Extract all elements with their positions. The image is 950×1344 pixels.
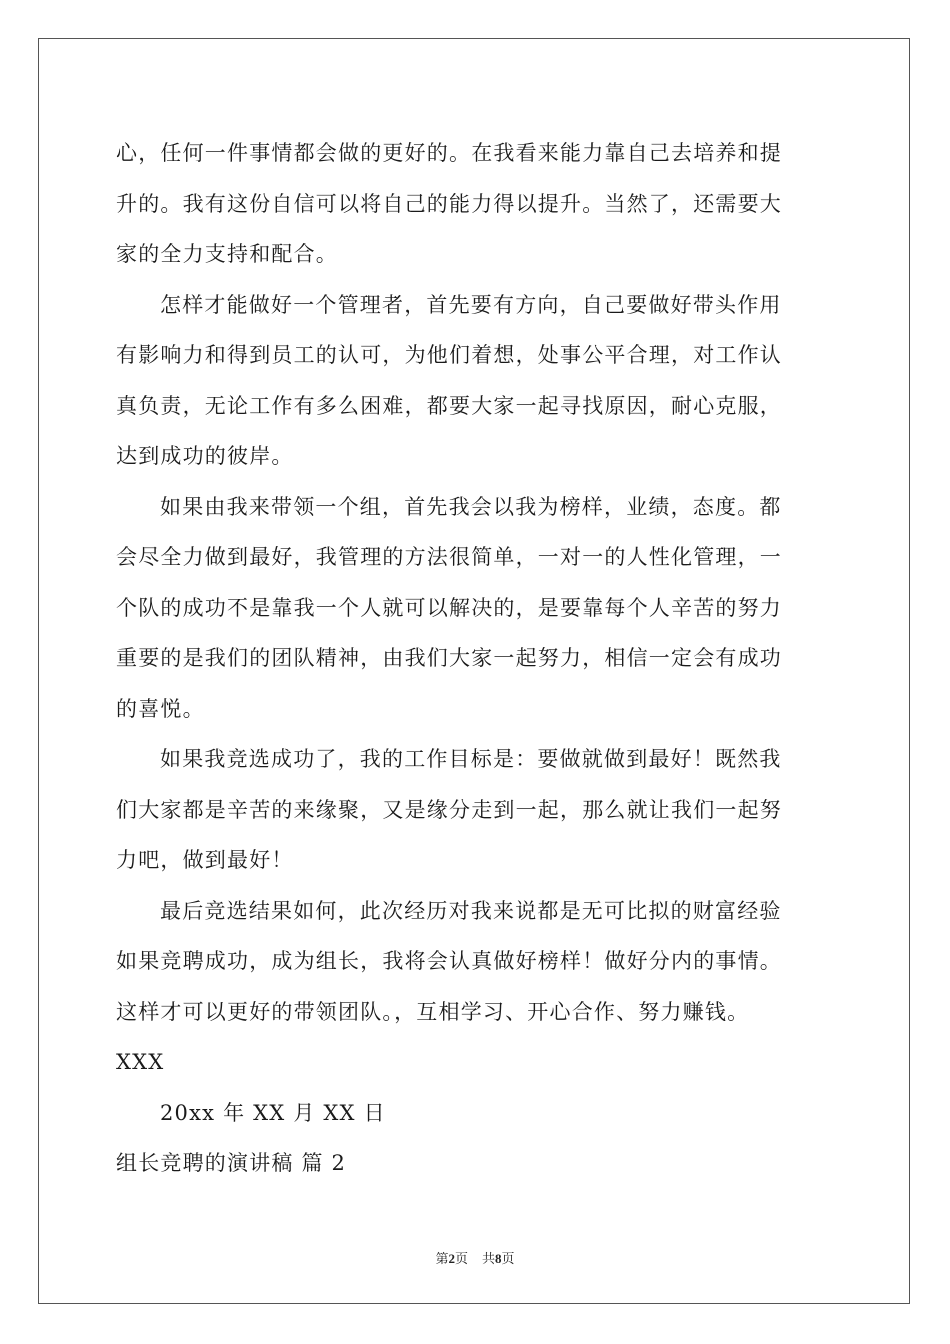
text-line: 力吧，做到最好！ — [116, 848, 294, 872]
section-title: 组长竞聘的演讲稿 篇 2 — [116, 1151, 347, 1175]
text-line: 有影响力和得到员工的认可，为他们着想，处事公平合理，对工作认 — [116, 343, 782, 367]
text-line: 如果由我来带领一个组，首先我会以我为榜样，业绩，态度。都 — [160, 494, 782, 519]
text-line: 会尽全力做到最好，我管理的方法很简单，一对一的人性化管理，一 — [116, 545, 782, 569]
page-footer — [0, 1248, 950, 1267]
signature: XXX — [116, 1050, 165, 1074]
text-line: 心，任何一件事情都会做的更好的。在我看来能力靠自己去培养和提 — [116, 141, 782, 165]
page-label-prefix: 第 — [435, 1252, 449, 1267]
text-line: 的喜悦。 — [116, 696, 205, 721]
text-line: 这样才可以更好的带领团队。，互相学习、开心合作、努力赚钱。 — [116, 999, 750, 1024]
text-line: 最后竞选结果如何，此次经历对我来说都是无可比拟的财富经验 — [160, 898, 782, 923]
text-line: 真负责，无论工作有多么困难，都要大家一起寻找原因，耐心克服， — [116, 393, 782, 418]
text-line: 怎样才能做好一个管理者，首先要有方向，自己要做好带头作用 — [160, 292, 782, 317]
text-line: 达到成功的彼岸。 — [116, 444, 294, 468]
text-line: 重要的是我们的团队精神，由我们大家一起努力，相信一定会有成功 — [116, 646, 782, 670]
document-body — [116, 128, 836, 1189]
text-line: 个队的成功不是靠我一个人就可以解决的，是要靠每个人辛苦的努力 — [116, 595, 782, 620]
text-line: 如果竞聘成功，成为组长，我将会认真做好榜样！做好分内的事情。 — [116, 949, 782, 973]
text-line: 家的全力支持和配合。 — [116, 242, 338, 266]
date-line: 20xx 年 XX 月 XX 日 — [160, 1100, 386, 1125]
page-label-suffix: 页 — [454, 1252, 468, 1267]
text-line: 升的。我有这份自信可以将自己的能力得以提升。当然了，还需要大 — [116, 191, 782, 216]
page-number: 2 — [448, 1251, 455, 1266]
text-line: 们大家都是辛苦的来缘聚，又是缘分走到一起，那么就让我们一起努 — [116, 797, 782, 822]
total-pages: 8 — [495, 1251, 502, 1266]
total-label-prefix: 共 — [482, 1252, 496, 1267]
total-label-suffix: 页 — [501, 1252, 515, 1267]
text-line: 如果我竞选成功了，我的工作目标是：要做就做到最好！既然我 — [160, 747, 782, 771]
